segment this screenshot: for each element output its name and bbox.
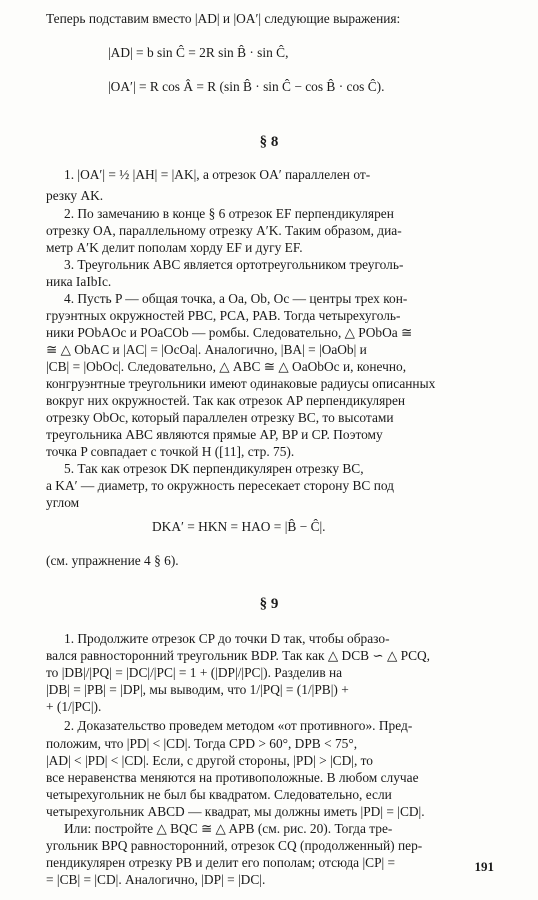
para-8-4-line-f: конгруэнтные треугольники имеют одинаковые радиусы описанных — [46, 376, 436, 391]
para-8-1-line-b: резку AK. — [46, 188, 104, 203]
para-9-2-line-j: = |CB| = |CD|. Аналогично, |DP| = |DC|. — [46, 872, 266, 887]
para-8-5-line-a: 5. Так как отрезок DK перпендикулярен отрезку BC, — [64, 461, 364, 476]
para-8-2-line-a: 2. По замечанию в конце § 6 отрезок EF перпендикулярен — [64, 206, 394, 221]
para-8-5-line-b: а KA′ — диаметр, то окружность пересекает сторону BC под — [46, 478, 394, 493]
para-9-2-line-c: |AD| < |PD| < |CD|. Если, с другой стороны, |PD| > |CD|, то — [46, 753, 374, 768]
para-8-3-line-b: ника IaIbIc. — [46, 274, 112, 289]
para-8-4-line-a: 4. Пусть P — общая точка, а Oa, Ob, Oc — центры трех кон- — [64, 291, 408, 306]
para-8-5-line-d: (см. упражнение 4 § 6). — [46, 553, 179, 568]
para-8-4-line-e: |CB| = |ObOc|. Следовательно, △ ABC ≅ △ OaObOc и, конечно, — [46, 359, 407, 374]
para-9-2-line-i: пендикулярен отрезку PB и делит его пополам; отсюда |CP| = — [46, 855, 396, 870]
section-8-heading: § 8 — [259, 134, 279, 150]
para-8-4-line-i: треугольника ABC являются прямые AP, BP и CP. Поэтому — [46, 427, 383, 442]
equation-arcs: DKA′ = HKN = HAO = |B̂ − Ĉ|. — [152, 519, 326, 534]
para-8-4-line-c: ники PObAOc и POaCOb — ромбы. Следовательно, △ PObOa ≅ — [46, 325, 413, 340]
equation-ad: |AD| = b sin Ĉ = 2R sin B̂ · sin Ĉ, — [108, 45, 289, 60]
intro-line: Теперь подставим вместо |AD| и |OA′| следующие выражения: — [46, 11, 401, 26]
para-9-1-line-e: + (1/|PC|). — [46, 699, 102, 714]
para-8-1-line-a: 1. |OA′| = ½ |AH| = |AK|, а отрезок OA′ параллелен от- — [64, 167, 371, 182]
para-8-4-line-d: ≅ △ ObAC и |AC| = |OcOa|. Аналогично, |BA| = |OaOb| и — [46, 342, 367, 357]
para-9-2-line-d: все неравенства меняются на противоположные. В любом случае — [46, 770, 419, 785]
para-8-4-line-h: отрезку ObOc, который параллелен отрезку BC, то высотами — [46, 410, 394, 425]
para-9-2-line-b: положим, что |PD| < |CD|. Тогда CPD > 60°, DPB < 75°, — [46, 736, 358, 751]
para-8-4-line-g: вокруг них окружностей. Так как отрезок AP перпендикулярен — [46, 393, 406, 408]
para-8-2-line-b: отрезку OA, параллельному отрезку A′K. Таким образом, диа- — [46, 223, 402, 238]
para-9-1-line-a: 1. Продолжите отрезок CP до точки D так, чтобы образо- — [64, 631, 390, 646]
para-8-3-line-a: 3. Треугольник ABC является ортотреугольником треуголь- — [64, 257, 404, 272]
para-9-2-line-g: Или: постройте △ BQC ≅ △ APB (см. рис. 20). Тогда тре- — [64, 821, 393, 836]
para-9-1-line-b: вался равносторонний треугольник BDP. Так как △ DCB ∽ △ PCQ, — [46, 648, 431, 663]
para-8-4-line-b: груэнтных окружностей PBC, PCA, PAB. Тогда четырехуголь- — [46, 308, 401, 323]
para-8-4-line-j: точка P совпадает с точкой H ([11], стр. 75). — [46, 444, 295, 459]
equation-oa: |OA′| = R cos Â = R (sin B̂ · sin Ĉ − cos B̂ · cos Ĉ). — [108, 79, 385, 94]
para-8-2-line-c: метр A′K делит пополам хорду EF и дугу EF. — [46, 240, 303, 255]
para-9-2-line-h: угольник BPQ равносторонний, отрезок CQ (продолженный) пер- — [46, 838, 423, 853]
para-8-5-line-c: углом — [46, 495, 80, 510]
section-9-heading: § 9 — [259, 596, 279, 612]
para-9-2-line-a: 2. Доказательство проведем методом «от противного». Пред- — [64, 718, 413, 733]
para-9-1-line-d: |DB| = |PB| = |DP|, мы выводим, что 1/|PQ| = (1/|PB|) + — [46, 682, 349, 697]
para-9-2-line-f: четырехугольник ABCD — квадрат, мы должны иметь |PD| = |CD|. — [46, 804, 425, 819]
para-9-1-line-c: то |DB|/|PQ| = |DC|/|PC| = 1 + (|DP|/|PC|). Разделив на — [46, 665, 343, 680]
para-9-2-line-e: четырехугольник не был бы квадратом. Следовательно, если — [46, 787, 392, 802]
page-number: 191 — [474, 859, 494, 874]
